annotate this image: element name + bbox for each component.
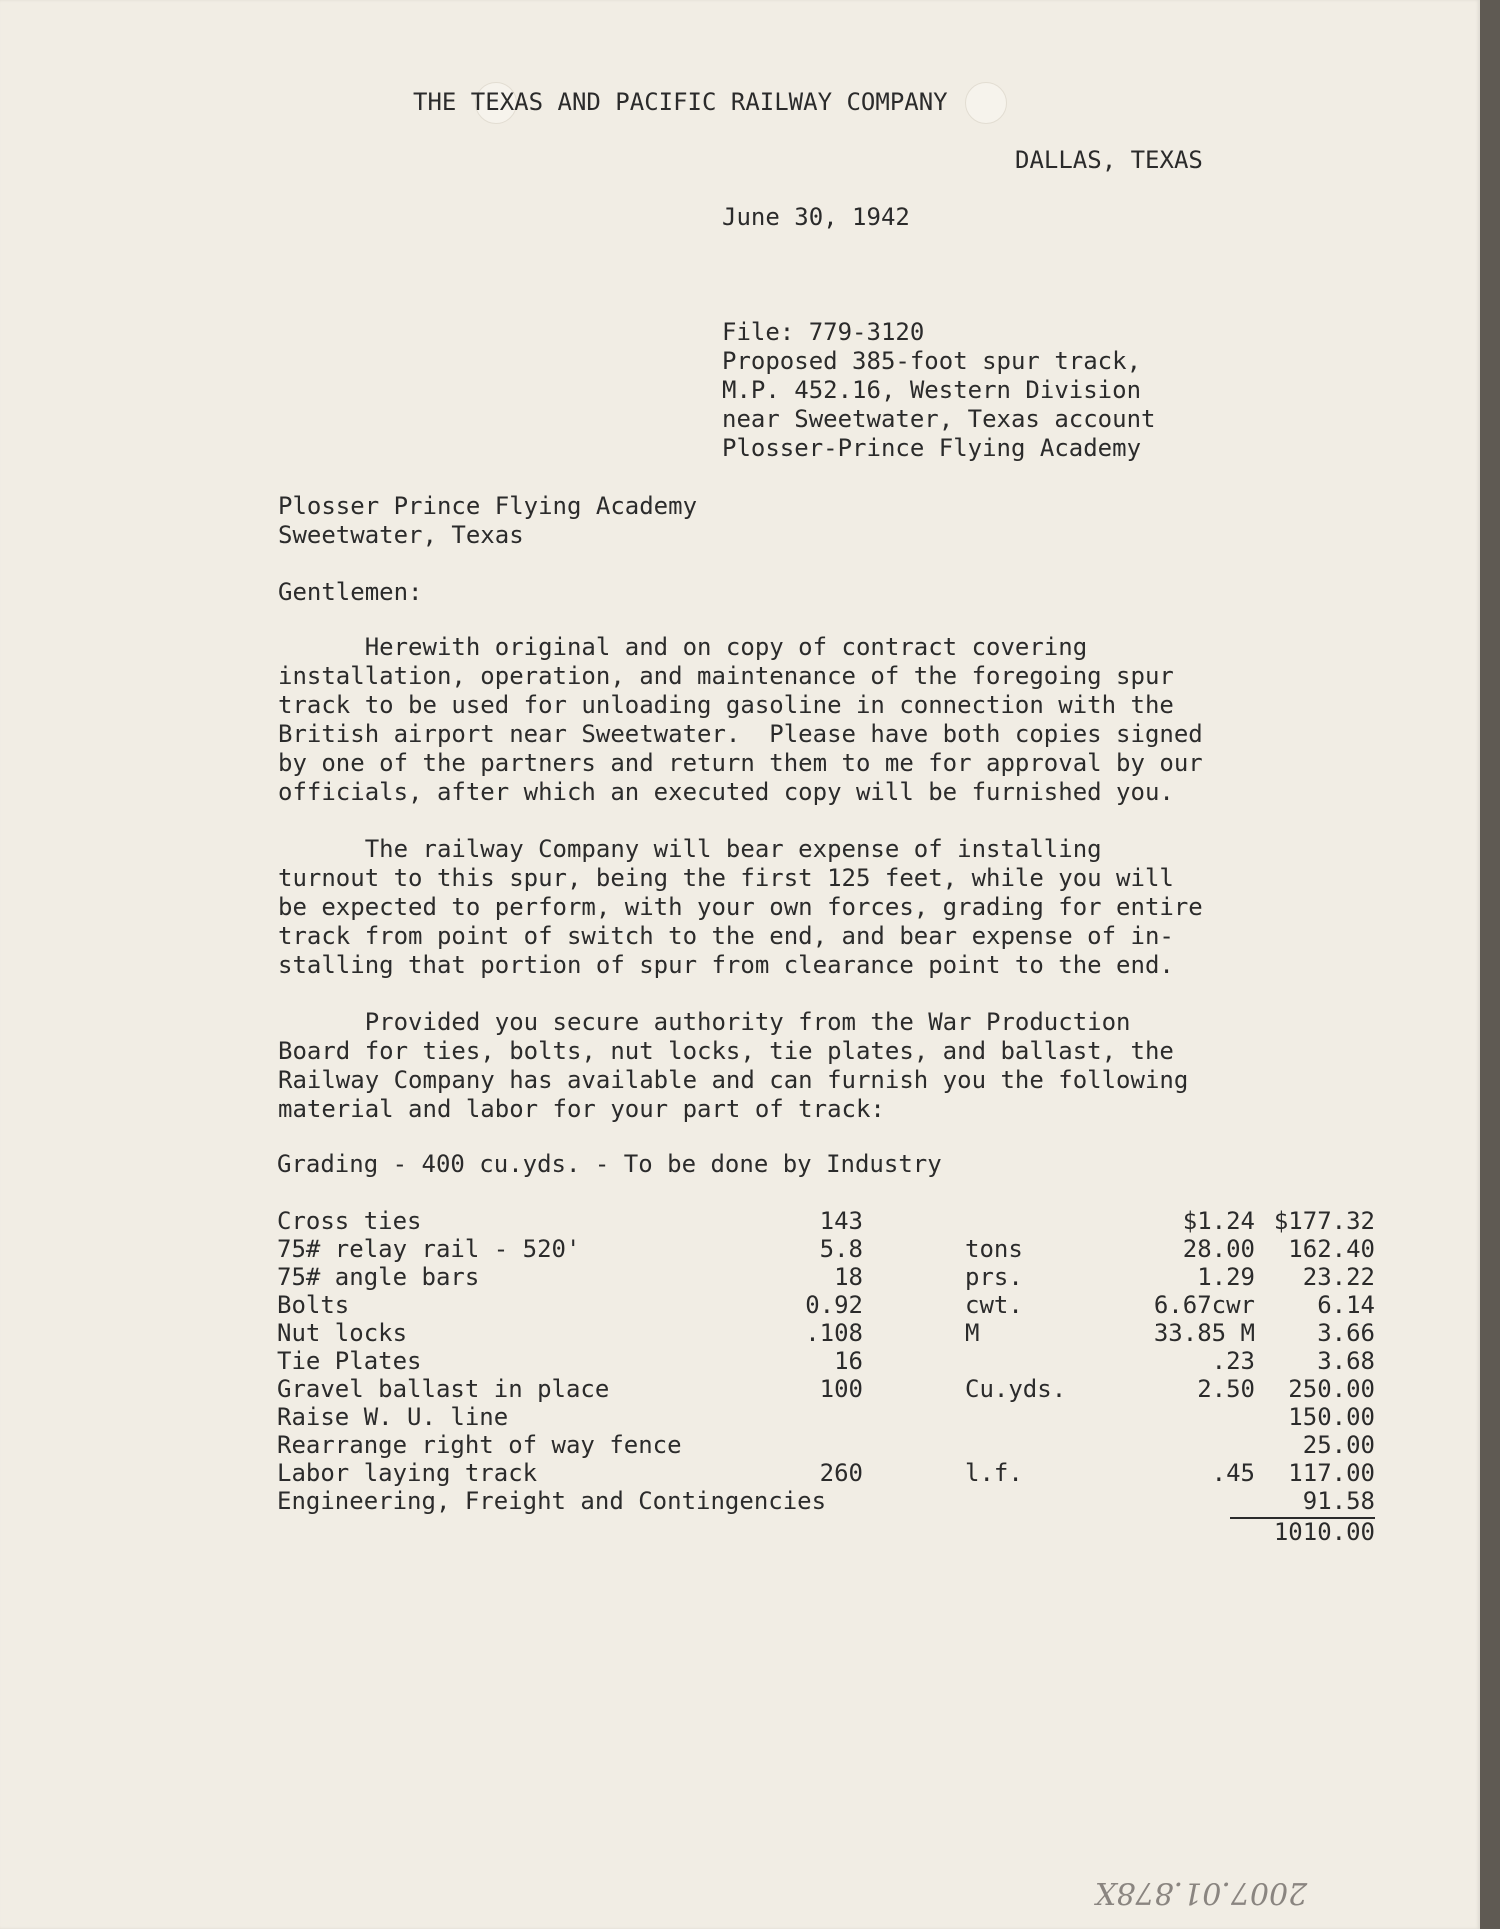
table-row [0, 1459, 1400, 1488]
table-row [0, 1207, 1400, 1236]
item-amount: 3.66 [1317, 1319, 1375, 1347]
table-row [0, 1431, 1400, 1460]
item-rate: 28.00 [1182, 1235, 1255, 1263]
item-name: Tie Plates [277, 1347, 422, 1375]
table-row [0, 1347, 1400, 1376]
item-amount: $177.32 [1273, 1207, 1375, 1235]
reference-line: Plosser-Prince Flying Academy [722, 434, 1142, 462]
item-unit: cwt. [965, 1291, 1023, 1319]
item-name: Raise W. U. line [277, 1403, 509, 1431]
body-paragraph: Herewith original and on copy of contract covering installation, operation, and maintenance of the foregoing spur track to be used for unloading gasoline in connection with the British airport near Sweetwater. Please have both copies signed by one of the partners and return them to me for approval by our officials, after which an executed copy will be furnished you. [278, 633, 1203, 806]
reference-line: near Sweetwater, Texas account [722, 405, 1156, 433]
item-name: Engineering, Freight and Contingencies [277, 1487, 827, 1515]
item-quantity: .108 [805, 1319, 863, 1347]
item-amount: 162.40 [1288, 1235, 1375, 1263]
body-paragraph: The railway Company will bear expense of installing turnout to this spur, being the first 125 feet, while you will be expected to perform, with your own forces, grading for entire track from point of switch to the end, and bear expense of in- stalling that portion of spur from clearance point to the end. [278, 835, 1203, 979]
table-row [0, 1235, 1400, 1264]
item-name: Nut locks [277, 1319, 408, 1347]
item-rate: 6.67cwr [1153, 1291, 1255, 1319]
body-paragraph: Provided you secure authority from the War Production Board for ties, bolts, nut locks, tie plates, and ballast, the Railway Company has available and can furnish you the following material and labor for your part of track: [278, 1008, 1189, 1123]
item-amount: 3.68 [1317, 1347, 1375, 1375]
addressee-line: Sweetwater, Texas [278, 521, 524, 549]
table-row [0, 1487, 1400, 1516]
item-name: Cross ties [277, 1207, 422, 1235]
table-row [0, 1375, 1400, 1404]
letterhead-city: DALLAS, TEXAS [1015, 146, 1203, 174]
table-row [0, 1291, 1400, 1320]
grading-line: Grading - 400 cu.yds. - To be done by Industry [277, 1150, 942, 1178]
item-quantity: 5.8 [819, 1235, 863, 1263]
item-amount: 23.22 [1302, 1263, 1375, 1291]
item-unit: tons [965, 1235, 1023, 1263]
item-rate: .45 [1211, 1459, 1255, 1487]
item-rate: 2.50 [1197, 1375, 1255, 1403]
item-rate: $1.24 [1182, 1207, 1255, 1235]
item-name: Bolts [277, 1291, 350, 1319]
table-row [0, 1263, 1400, 1292]
item-quantity: 18 [834, 1263, 863, 1291]
item-quantity: 260 [819, 1459, 863, 1487]
item-name: Labor laying track [277, 1459, 538, 1487]
item-quantity: 100 [819, 1375, 863, 1403]
addressee-line: Plosser Prince Flying Academy [278, 492, 698, 520]
item-quantity: 143 [819, 1207, 863, 1235]
letter-date: June 30, 1942 [722, 203, 910, 231]
total-amount: 1010.00 [1273, 1518, 1375, 1546]
item-amount: 25.00 [1302, 1431, 1375, 1459]
item-unit: M [965, 1319, 980, 1347]
item-unit: l.f. [965, 1459, 1023, 1487]
letterhead-company: THE TEXAS AND PACIFIC RAILWAY COMPANY [413, 88, 948, 116]
cost-table [0, 1207, 1400, 1547]
item-amount: 117.00 [1288, 1459, 1375, 1487]
item-name: Gravel ballast in place [277, 1375, 610, 1403]
item-amount: 150.00 [1288, 1403, 1375, 1431]
archive-handwritten-note: 2007.01.878X [1095, 1875, 1308, 1910]
item-rate: .23 [1211, 1347, 1255, 1375]
item-quantity: 0.92 [805, 1291, 863, 1319]
item-rate: 33.85 M [1153, 1319, 1255, 1347]
item-quantity: 16 [834, 1347, 863, 1375]
reference-line: M.P. 452.16, Western Division [722, 376, 1142, 404]
table-row [0, 1403, 1400, 1432]
item-unit: prs. [965, 1263, 1023, 1291]
item-name: Rearrange right of way fence [277, 1431, 682, 1459]
item-amount: 250.00 [1288, 1375, 1375, 1403]
total-row [0, 1518, 1400, 1547]
item-name: 75# relay rail - 520' [277, 1235, 581, 1263]
salutation: Gentlemen: [278, 578, 423, 606]
item-rate: 1.29 [1197, 1263, 1255, 1291]
reference-line: File: 779-3120 [722, 318, 925, 346]
item-amount: 91.58 [1302, 1487, 1375, 1515]
item-unit: Cu.yds. [965, 1375, 1067, 1403]
punch-hole-right [965, 82, 1007, 124]
table-row [0, 1319, 1400, 1348]
page-edge-shadow [1480, 0, 1500, 1929]
reference-line: Proposed 385-foot spur track, [722, 347, 1142, 375]
item-amount: 6.14 [1317, 1291, 1375, 1319]
item-name: 75# angle bars [277, 1263, 480, 1291]
